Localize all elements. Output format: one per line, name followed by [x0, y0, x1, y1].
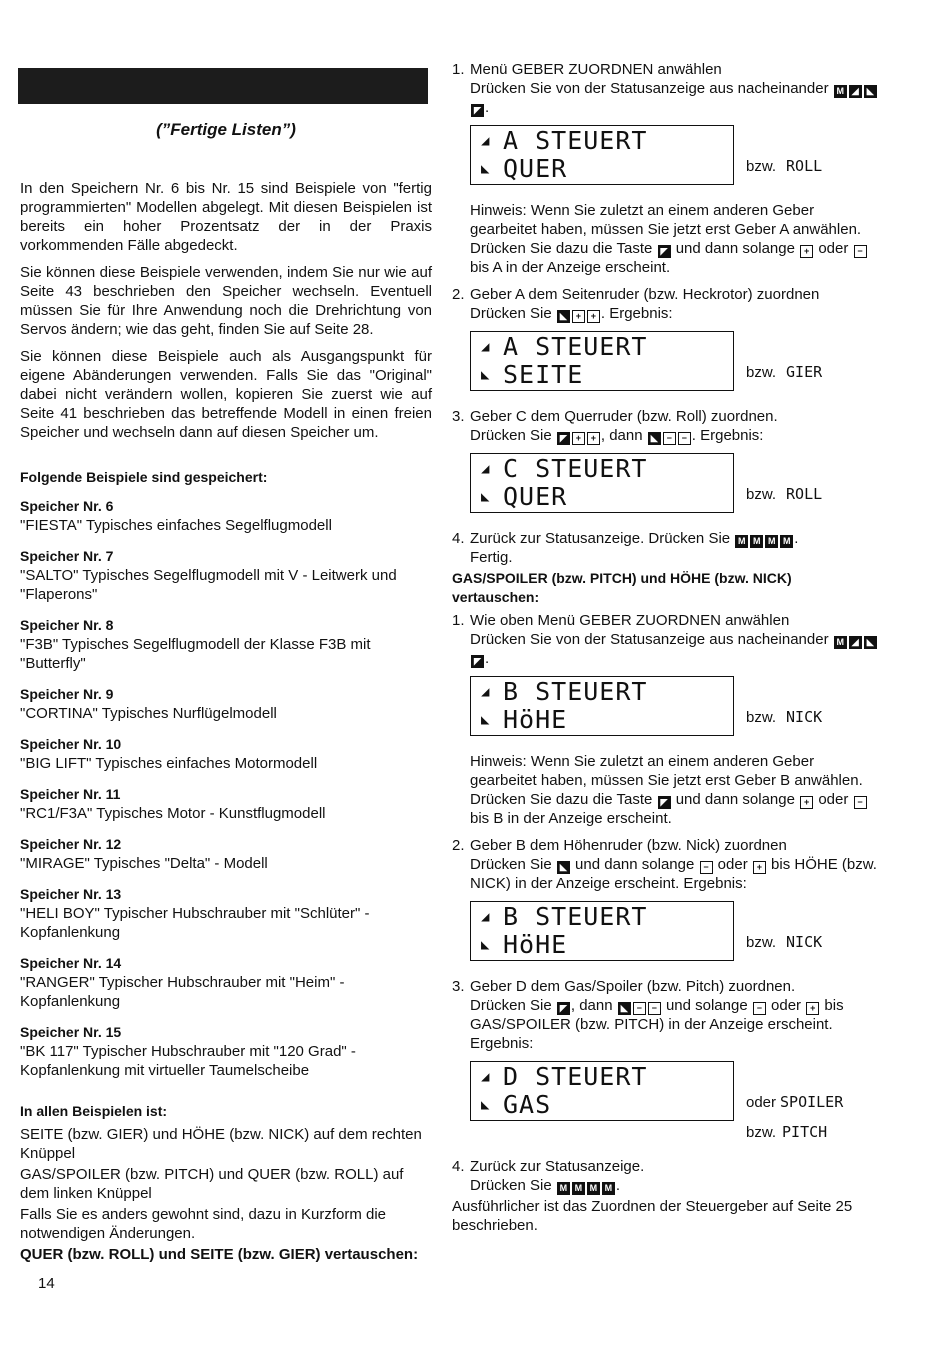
step-text: Geber A dem Seitenruder (bzw. Heckrotor) zuordnen	[470, 286, 820, 303]
step-1: 1. Menü GEBER ZUORDNEN anwählen Drücken Sie von der Statusanzeige aus nacheinander M ◢ ◣◤ .	[452, 60, 882, 117]
step-3	[452, 407, 882, 445]
step-text: Drücken Sie	[470, 856, 552, 873]
cursor-bottom-icon: ◣	[481, 1097, 491, 1113]
step-text: oder	[717, 856, 748, 873]
cursor-top-icon: ◢	[481, 1069, 491, 1085]
step-number: 1.	[452, 612, 465, 629]
swap-heading: QUER (bzw. ROLL) und SEITE (bzw. GIER) vertauschen:	[20, 1246, 419, 1263]
lcd-line-2: HöHE	[503, 930, 568, 959]
lcd-line-2: SEITE	[503, 360, 584, 389]
step-number: 1.	[452, 61, 465, 78]
alt-value: ROLL	[786, 485, 823, 503]
hint-text: Hinweis: Wenn Sie zuletzt an einem anderen Geber gearbeitet haben, müssen Sie jetzt erst Geber A anwählen. Drücken Sie dazu die Taste	[470, 202, 862, 257]
minus-key-icon: −	[633, 1002, 646, 1015]
cursor-bottom-icon: ◣	[481, 937, 491, 953]
step-text: Drücken Sie von der Statusanzeige aus nacheinander	[470, 631, 829, 648]
closing-text: Ausführlicher ist das Zuordnen der Steuergeber auf Seite 25 beschrieben.	[452, 1198, 853, 1234]
lcd-line-1: A STEUERT	[503, 332, 648, 361]
alt-value: GIER	[786, 363, 823, 381]
step-text: Menü GEBER ZUORDNEN anwählen	[470, 61, 722, 78]
step-text: . Ergebnis:	[600, 305, 673, 322]
hint-text: oder	[818, 791, 849, 808]
lcd-line-1: C STEUERT	[503, 454, 648, 483]
down-key-icon: ◣	[864, 85, 877, 98]
step-text: Drücken Sie	[470, 1177, 552, 1194]
cursor-bottom-icon: ◣	[481, 161, 491, 177]
hint-text: und dann solange	[675, 791, 795, 808]
hint-text: und dann solange	[675, 240, 795, 257]
memory-title: Speicher Nr. 11	[20, 786, 121, 802]
menu-key-icon: M	[602, 1182, 615, 1195]
down-key-icon: ◣	[557, 310, 570, 323]
enter-key-icon: ◢	[849, 636, 862, 649]
memory-title: Speicher Nr. 9	[20, 686, 114, 702]
down-key-icon: ◣	[864, 636, 877, 649]
cursor-bottom-icon: ◣	[481, 712, 491, 728]
alt-label: bzw.	[746, 364, 777, 381]
alt2-value: PITCH	[782, 1123, 828, 1141]
down-key-icon: ◣	[648, 432, 661, 445]
left-column	[20, 68, 432, 1264]
step-text: , dann	[600, 427, 643, 444]
hint-text: oder	[818, 240, 849, 257]
lcd-line-2: GAS	[503, 1090, 552, 1119]
step-text: oder	[771, 997, 802, 1014]
step-number: 3.	[452, 978, 465, 995]
plus-key-icon: +	[800, 245, 813, 258]
step-text: Drücken Sie	[470, 305, 552, 322]
step-text: Fertig.	[470, 549, 513, 566]
plus-key-icon: +	[572, 310, 585, 323]
minus-key-icon: −	[854, 245, 867, 258]
memory-text: "BK 117" Typischer Hubschrauber mit "120 Grad" - Kopfanlenkung mit virtueller Taumelscheibe	[20, 1043, 356, 1079]
menu-key-icon: M	[557, 1182, 570, 1195]
all-examples-line: Falls Sie es anders gewohnt sind, dazu in Kurzform die notwendigen Änderungen.	[20, 1206, 387, 1242]
cursor-top-icon: ◢	[481, 909, 491, 925]
lcd-line-2: QUER	[503, 482, 568, 511]
memory-title: Speicher Nr. 14	[20, 955, 122, 971]
lcd-display-1	[470, 125, 882, 195]
alt-label: bzw.	[746, 709, 777, 726]
lcd-line-1: A STEUERT	[503, 126, 648, 155]
lcd-display-4	[470, 676, 882, 746]
all-examples-line: SEITE (bzw. GIER) und HÖHE (bzw. NICK) auf dem rechten Knüppel	[20, 1126, 422, 1162]
enter-key-icon: ◢	[849, 85, 862, 98]
intro-paragraph-1: In den Speichern Nr. 6 bis Nr. 15 sind Beispiele von "fertig programmierten" Modellen abgelegt. Mit diesen Beispielen ist bereits ein hoher Prozentsatz der in der Praxis vorkommenden Fälle abgedeckt.	[20, 180, 432, 254]
menu-key-icon: M	[834, 85, 847, 98]
lcd-screen	[470, 1061, 734, 1121]
lcd-screen	[470, 125, 734, 185]
menu-key-icon: M	[750, 535, 763, 548]
memory-title: Speicher Nr. 10	[20, 736, 122, 752]
step-4: 4. Zurück zur Statusanzeige. Drücken Sie M M M M . Fertig.	[452, 530, 799, 566]
plus-key-icon: +	[806, 1002, 819, 1015]
up-key-icon: ◤	[658, 796, 671, 809]
step-number: 4.	[452, 1158, 465, 1175]
menu-key-icon: M	[735, 535, 748, 548]
memory-item	[20, 954, 432, 1011]
lcd-display-3	[470, 453, 882, 523]
lcd-line-2: HöHE	[503, 705, 568, 734]
all-examples-line: GAS/SPOILER (bzw. PITCH) und QUER (bzw. ROLL) auf dem linken Knüppel	[20, 1166, 404, 1202]
alt-label: bzw.	[746, 934, 777, 951]
cursor-top-icon: ◢	[481, 461, 491, 477]
memory-text: "BIG LIFT" Typisches einfaches Motormodell	[20, 755, 318, 772]
lcd-line-1: B STEUERT	[503, 902, 648, 931]
minus-key-icon: −	[854, 796, 867, 809]
lcd-line-1: B STEUERT	[503, 677, 648, 706]
alt2-label: bzw.	[746, 1124, 777, 1141]
memory-text: "HELI BOY" Typischer Hubschrauber mit "Schlüter" - Kopfanlenkung	[20, 905, 370, 941]
hint-2	[452, 752, 882, 828]
step-number: 3.	[452, 408, 465, 425]
step-b3	[452, 977, 882, 1053]
step-text: Geber D dem Gas/Spoiler (bzw. Pitch) zuordnen.	[470, 978, 796, 995]
step-number: 2.	[452, 286, 465, 303]
cursor-top-icon: ◢	[481, 339, 491, 355]
step-text: bis HÖHE (bzw. NICK) in der Anzeige erscheint. Ergebnis:	[470, 856, 877, 892]
step-text: Zurück zur Statusanzeige. Drücken Sie	[470, 530, 731, 547]
memory-title: Speicher Nr. 12	[20, 836, 122, 852]
menu-key-icon: M	[765, 535, 778, 548]
step-b2	[452, 836, 882, 893]
menu-key-icon: M	[572, 1182, 585, 1195]
lcd-line-1: D STEUERT	[503, 1062, 648, 1091]
plus-key-icon: +	[587, 310, 600, 323]
step-text: und dann solange	[575, 856, 695, 873]
lcd-screen	[470, 901, 734, 961]
minus-key-icon: −	[663, 432, 676, 445]
lcd-screen	[470, 331, 734, 391]
cursor-top-icon: ◢	[481, 684, 491, 700]
step-b4	[452, 1157, 882, 1195]
alt-label: bzw.	[746, 158, 777, 175]
step-text: . Ergebnis:	[691, 427, 764, 444]
minus-key-icon: −	[700, 861, 713, 874]
page-number: 14	[38, 1275, 55, 1292]
swap2-heading: GAS/SPOILER (bzw. PITCH) und HÖHE (bzw. NICK) vertauschen:	[452, 570, 792, 605]
memory-text: "F3B" Typisches Segelflugmodell der Klasse F3B mit "Butterfly"	[20, 636, 371, 672]
step-text: bis GAS/SPOILER (bzw. PITCH) in der Anzeige erscheint. Ergebnis:	[470, 997, 844, 1052]
memory-title: Speicher Nr. 15	[20, 1024, 122, 1040]
alt-value: ROLL	[786, 157, 823, 175]
memory-text: "RC1/F3A" Typisches Motor - Kunstflugmodell	[20, 805, 326, 822]
step-b1: 1. Wie oben Menü GEBER ZUORDNEN anwählen Drücken Sie von der Statusanzeige aus nacheinander M ◢ ◣◤ .	[452, 611, 882, 668]
memory-text: "SALTO" Typisches Segelflugmodell mit V - Leitwerk und "Flaperons"	[20, 567, 397, 603]
memory-item	[20, 685, 432, 723]
alt-label: oder	[746, 1094, 777, 1111]
step-text: Geber C dem Querruder (bzw. Roll) zuordnen.	[470, 408, 778, 425]
step-text: und solange	[665, 997, 748, 1014]
step-text: Drücken Sie	[470, 427, 552, 444]
memory-title: Speicher Nr. 13	[20, 886, 122, 902]
intro-paragraph-2: Sie können diese Beispiele verwenden, indem Sie nur wie auf Seite 43 beschrieben den Speicher wechseln. Eventuell müssen Sie für Ihre Anwendung noch die Drehrichtung von Servos ändern; wie das geht, finden Sie auf Seite 28.	[20, 264, 432, 338]
lcd-line-2: QUER	[503, 154, 568, 183]
plus-key-icon: +	[753, 861, 766, 874]
memory-title: Speicher Nr. 6	[20, 498, 114, 514]
alt-value: NICK	[786, 708, 823, 726]
up-key-icon: ◤	[557, 432, 570, 445]
cursor-top-icon: ◢	[481, 133, 491, 149]
lcd-display-2	[470, 331, 882, 401]
hint-1	[452, 201, 882, 277]
menu-key-icon: M	[587, 1182, 600, 1195]
lcd-display-5	[470, 901, 882, 971]
memory-item	[20, 885, 432, 942]
step-text: Zurück zur Statusanzeige.	[470, 1158, 645, 1175]
plus-key-icon: +	[572, 432, 585, 445]
lcd-screen	[470, 453, 734, 513]
hint-text: bis A in der Anzeige erscheint.	[470, 259, 671, 276]
step-text: .	[615, 1177, 621, 1194]
up-key-icon: ◤	[658, 245, 671, 258]
down-key-icon: ◣	[557, 861, 570, 874]
memory-text: "RANGER" Typischer Hubschrauber mit "Heim" - Kopfanlenkung	[20, 974, 345, 1010]
minus-key-icon: −	[648, 1002, 661, 1015]
step-text: Drücken Sie von der Statusanzeige aus nacheinander	[470, 80, 829, 97]
memory-text: "FIESTA" Typisches einfaches Segelflugmodell	[20, 517, 332, 534]
step-text: Drücken Sie	[470, 997, 552, 1014]
alt-label: bzw.	[746, 486, 777, 503]
menu-key-icon: M	[834, 636, 847, 649]
plus-key-icon: +	[587, 432, 600, 445]
down-key-icon: ◣	[618, 1002, 631, 1015]
alt-value: NICK	[786, 933, 823, 951]
cursor-bottom-icon: ◣	[481, 367, 491, 383]
up-key-icon: ◤	[557, 1002, 570, 1015]
step-text: , dann	[570, 997, 613, 1014]
memory-item	[20, 497, 432, 535]
step-text: Wie oben Menü GEBER ZUORDNEN anwählen	[470, 612, 790, 629]
up-key-icon: ◤	[471, 104, 484, 117]
alt-value: SPOILER	[780, 1093, 844, 1111]
memory-text: "CORTINA" Typisches Nurflügelmodell	[20, 705, 277, 722]
memory-item	[20, 1023, 432, 1080]
memory-item	[20, 735, 432, 773]
cursor-bottom-icon: ◣	[481, 489, 491, 505]
memory-title: Speicher Nr. 7	[20, 548, 114, 564]
lcd-display-6	[470, 1061, 882, 1151]
hint-text: bis B in der Anzeige erscheint.	[470, 810, 672, 827]
up-key-icon: ◤	[471, 655, 484, 668]
examples-heading: Folgende Beispiele sind gespeichert:	[20, 469, 268, 485]
memory-text: "MIRAGE" Typisches "Delta" - Modell	[20, 855, 268, 872]
lcd-screen	[470, 676, 734, 736]
right-column	[452, 60, 882, 1243]
minus-key-icon: −	[753, 1002, 766, 1015]
memory-title: Speicher Nr. 8	[20, 617, 114, 633]
memory-item	[20, 616, 432, 673]
memory-item	[20, 835, 432, 873]
intro-paragraph-3: Sie können diese Beispiele auch als Ausgangspunkt für eigene Abänderungen verwenden. Falls Sie das "Original" dabei nicht verändern wollen, kopieren Sie zuerst wie auf Seite 41 beschrieben das betreffende Modell in einen freien Speicher und wechseln dann auf diesen Speicher um.	[20, 348, 432, 441]
menu-key-icon: M	[780, 535, 793, 548]
plus-key-icon: +	[800, 796, 813, 809]
memory-item	[20, 547, 432, 604]
step-number: 4.	[452, 530, 465, 547]
step-number: 2.	[452, 837, 465, 854]
hint-text: Hinweis: Wenn Sie zuletzt an einem anderen Geber gearbeitet haben, müssen Sie jetzt erst Geber B anwählen. Drücken Sie dazu die Taste	[470, 753, 863, 808]
memory-item	[20, 785, 432, 823]
step-text: Geber B dem Höhenruder (bzw. Nick) zuordnen	[470, 837, 787, 854]
minus-key-icon: −	[678, 432, 691, 445]
header-bar	[18, 68, 428, 104]
all-examples-heading: In allen Beispielen ist:	[20, 1103, 168, 1119]
step-2	[452, 285, 882, 323]
section-title: (”Fertige Listen”)	[156, 120, 296, 139]
